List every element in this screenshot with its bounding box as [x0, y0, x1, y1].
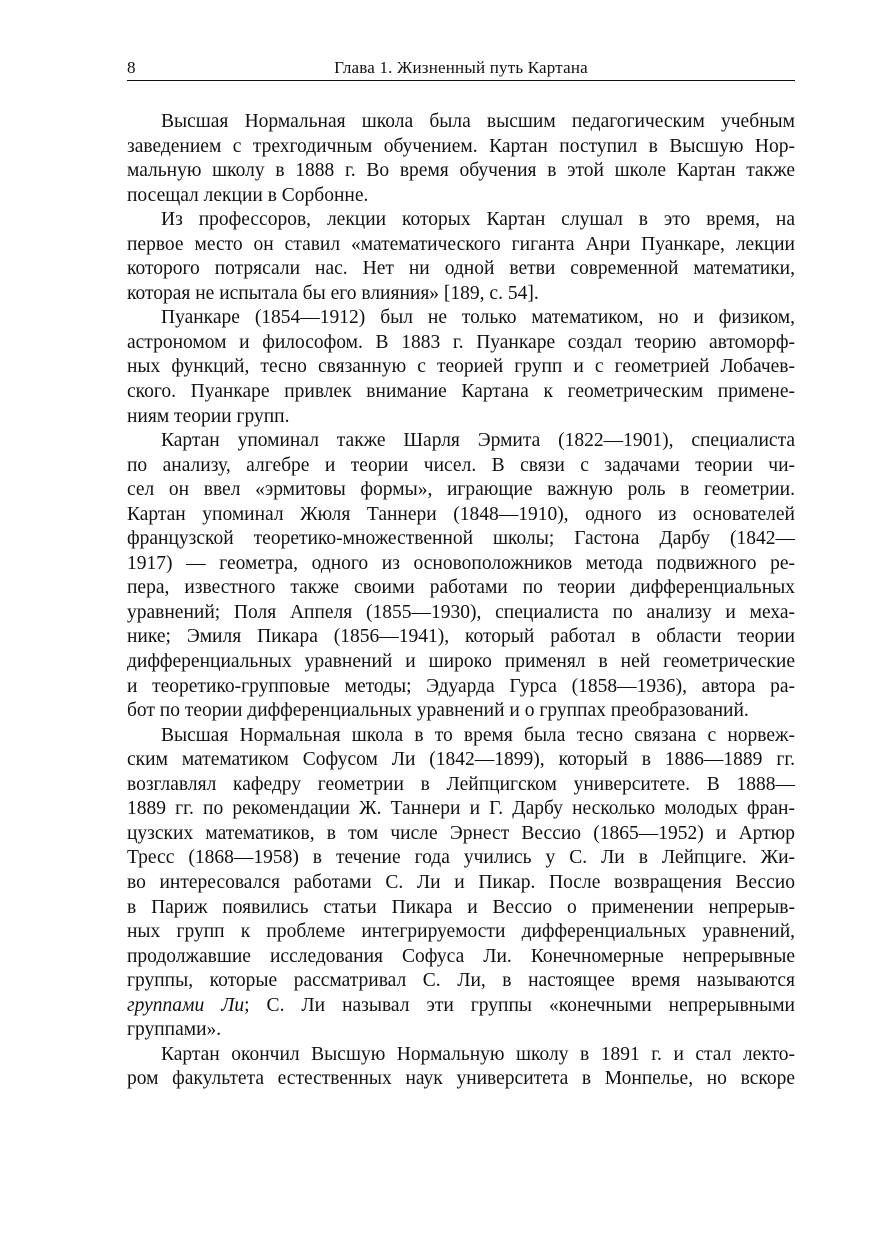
text-line: нике; Эмиля Пикара (1856—1941), который работал в области теории	[127, 626, 795, 648]
text-line: продолжавшие исследования Софуса Ли. Конечномерные непрерывные	[127, 945, 795, 967]
text-line: сел он ввел «эрмитовы формы», играющие важную роль в геометрии.	[127, 479, 795, 501]
text-line: по анализу, алгебре и теории чисел. В связи с задачами теории чи-	[127, 454, 795, 476]
text-line: во интересовался работами С. Ли и Пикар. После возвращения Вессио	[127, 871, 795, 893]
text-line: ных групп к проблеме интегрируемости дифференциальных уравнений,	[127, 921, 795, 943]
text-line: Высшая Нормальная школа в то время была тесно связана с норвеж-	[161, 724, 795, 746]
text-line: Картан упоминал также Шарля Эрмита (1822—1901), специалиста	[161, 430, 795, 452]
text-line: бот по теории дифференциальных уравнений и о группах преобразований.	[127, 700, 749, 722]
text-line: уравнений; Поля Аппеля (1855—1930), специалиста по анализу и меха-	[127, 601, 795, 623]
text-line: 1917) — геометра, одного из основоположников метода подвижного ре-	[127, 552, 795, 574]
text-line: ниям теории групп.	[127, 405, 290, 427]
italic-term: группами Ли	[127, 994, 245, 1016]
text-line: группы, которые рассматривал С. Ли, в настоящее время называются	[127, 970, 795, 992]
text-line: Картан окончил Высшую Нормальную школу в 1891 г. и стал лекто-	[161, 1043, 795, 1065]
text-line: которая не испытала бы его влияния» [189, с. 54].	[127, 282, 539, 304]
text-line: Из профессоров, лекции которых Картан слушал в это время, на	[161, 209, 795, 231]
text-line: и теоретико-групповые методы; Эдуарда Гурса (1858—1936), автора ра-	[127, 675, 795, 697]
text-line: дифференциальных уравнений и широко применял в ней геометрические	[127, 651, 795, 673]
text-line: Высшая Нормальная школа была высшим педагогическим учебным	[161, 111, 795, 132]
text-line: французской теоретико-множественной школы; Гастона Дарбу (1842—	[127, 528, 795, 550]
text-line: ром факультета естественных наук университета в Монпелье, но вскоре	[127, 1068, 795, 1090]
text-line: в Париж появились статьи Пикара и Вессио о применении непрерыв-	[127, 896, 795, 918]
text-line: мальную школу в 1888 г. Во время обучения в этой школе Картан также	[127, 160, 795, 182]
text-line: ского. Пуанкаре привлек внимание Картана к геометрическим примене-	[127, 381, 795, 403]
text-line: ных функций, тесно связанную с теорией групп и с геометрией Лобачев-	[127, 356, 795, 378]
text-line: заведением с трехгодичным обучением. Картан поступил в Высшую Нор-	[127, 135, 795, 157]
text-line: 1889 гг. по рекомендации Ж. Таннери и Г. Дарбу несколько молодых фран-	[127, 798, 795, 820]
text-line: которого потрясали нас. Нет ни одной ветви современной математики,	[127, 258, 795, 280]
text-fragment: ; С. Ли называл эти группы «конечными непрерывными	[244, 994, 795, 1016]
running-header	[127, 52, 795, 81]
text-line: Картан упоминал Жюля Таннери (1848—1910), одного из основателей	[127, 503, 795, 525]
body-text	[127, 110, 795, 1092]
text-line: возглавлял кафедру геометрии в Лейпцигском университете. В 1888—	[127, 773, 795, 795]
running-title: Глава 1. Жизненный путь Картана	[334, 58, 588, 77]
text-line: цузских математиков, в том числе Эрнест Вессио (1865—1952) и Артюр	[127, 822, 795, 844]
text-line: Пуанкаре (1854—1912) был не только математиком, но и физиком,	[161, 307, 795, 329]
text-line: Тресс (1868—1958) в течение года учились у С. Ли в Лейпциге. Жи-	[127, 847, 795, 869]
emphasis-line	[127, 994, 795, 1019]
text-line: первое место он ставил «математического гиганта Анри Пуанкаре, лекции	[127, 233, 795, 255]
page-number: 8	[127, 58, 136, 77]
text-line: группами».	[127, 1019, 222, 1041]
text-line: ским математиком Софусом Ли (1842—1899), который в 1886—1889 гг.	[127, 749, 795, 771]
text-line: пера, известного также своими работами по теории дифференциальных	[127, 577, 795, 599]
text-line: посещал лекции в Сорбонне.	[127, 184, 369, 206]
text-line: астрономом и философом. В 1883 г. Пуанкаре создал теорию автоморф-	[127, 331, 795, 353]
